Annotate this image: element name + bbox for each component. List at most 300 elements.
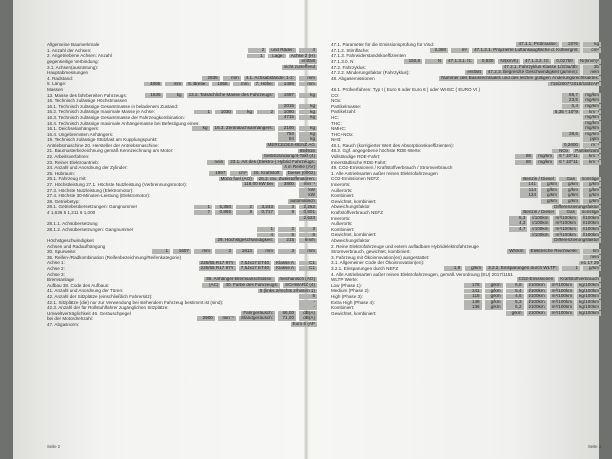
field-value: mg/km [583, 104, 601, 109]
field-value: km⁻¹ [583, 110, 601, 115]
field-value: Kraftstoffverbrauch [560, 276, 599, 282]
field-values [521, 177, 601, 182]
field-value: 654916 [299, 148, 315, 153]
field-value: g/km [541, 193, 559, 198]
field-value: sonstige [581, 176, 599, 181]
field-value: l/100km [532, 215, 549, 220]
field-values [215, 238, 317, 243]
field-value: Differenzierungsfaktor [554, 237, 599, 243]
field-value: 5 [299, 294, 317, 299]
field-values [583, 115, 601, 120]
field-value: kg/100km [579, 282, 599, 287]
field-value: 23,5 [562, 98, 580, 103]
field-value: nicht zutreffend [283, 64, 315, 69]
form-row [331, 126, 601, 132]
field-value: Mono fuel (AO) [220, 176, 252, 181]
form-row [331, 249, 601, 255]
field-value: 1,8 [444, 266, 462, 271]
field-label: Achse 3: [47, 271, 65, 277]
field-label: 1. Anzahl der Achsen: [47, 47, 92, 53]
field-value: 5,350 [215, 205, 233, 210]
field-value: mm [223, 76, 241, 81]
field-label: Massen [47, 86, 64, 92]
form-row [331, 48, 601, 54]
field-value: 1499 [278, 82, 296, 87]
field-value: 178 [464, 283, 482, 288]
field-value: 3,243 [257, 205, 275, 210]
field-label: 47.2. Fahrzyklus: [331, 64, 366, 70]
field-value: mg/km [583, 121, 601, 126]
field-values [202, 283, 317, 288]
field-label: 47.1.3.0. N [331, 58, 354, 64]
field-label: 2. Angetriebene Achsen: Anzahl [47, 53, 112, 59]
field-value: Lage: [268, 54, 286, 59]
field-values [552, 149, 601, 154]
field-values [278, 137, 317, 142]
form-row [47, 311, 317, 317]
field-value: 1613 [236, 249, 254, 254]
field-value: kg [166, 93, 184, 98]
field-values [152, 249, 317, 254]
field-value: 2 [248, 48, 266, 53]
field-value: nein [207, 160, 225, 165]
field-values [299, 59, 317, 64]
field-value: 47.2.3. Begrenzte Geschwindigkeit (ja/nein): [487, 69, 578, 75]
field-value: 4,5 [506, 294, 524, 299]
field-label: Low (Phase 1): [331, 282, 362, 288]
field-values [562, 143, 601, 148]
field-value: m³/100km [551, 299, 573, 304]
field-value: l/100km [528, 299, 545, 304]
form-row [47, 227, 317, 233]
document-sheet [13, 0, 599, 459]
field-values [521, 210, 601, 215]
field-value: Nummer des Basisrechtsakts und des letzten gültigen Änderungsrechtsaktes: [441, 75, 599, 80]
field-values [209, 171, 317, 176]
field-value: kg [299, 110, 317, 115]
field-value: 4,3 [509, 221, 527, 226]
field-value: km⁻¹ [583, 160, 601, 165]
field-label: 42.3. Anzahl der für Rollstuhlfahrer zugänglichen Sitzplätze: [47, 305, 169, 311]
field-values [541, 199, 601, 204]
field-value: 2,380 [430, 48, 448, 53]
field-value: nein [583, 70, 601, 75]
field-value: 141 [520, 182, 538, 187]
field-value: m³/100km [551, 282, 573, 287]
field-value: kW [299, 193, 317, 198]
field-value: 40. Farbe des Fahrzeugs: [225, 282, 279, 287]
field-value: kg/100km [579, 310, 599, 315]
field-value: l/100km [528, 288, 545, 293]
field-label: 16.4. Ungebremsten Anhängers: [47, 131, 114, 137]
field-label: 47.1.2. Stirnfläche: [331, 47, 370, 53]
field-value: 26.2. Inv. Zweistoffmotoren: [258, 176, 315, 181]
field-label: Außerorts: [331, 187, 353, 193]
field-value: 6 * 10^11 [559, 159, 578, 164]
field-label: Achse 2: [47, 265, 65, 271]
field-value: m⁻¹ [583, 143, 601, 148]
field-value: 750 [278, 132, 296, 137]
field-value: 4895 [144, 82, 162, 87]
field-values [278, 132, 317, 137]
field-values [194, 110, 317, 115]
field-value: mg/km [536, 160, 554, 165]
form-row [47, 126, 317, 132]
field-label: Achse 1: [47, 260, 65, 266]
field-value: 2 [215, 249, 233, 254]
field-value: und Räder: [271, 47, 294, 52]
field-value: m³/100km [555, 226, 576, 231]
field-value: kg [299, 132, 317, 137]
form-row [47, 221, 317, 227]
field-value: mm [233, 82, 251, 87]
field-label: 3.2.1. Einsparungen durch NEFZ [331, 265, 399, 271]
field-value: g/km [485, 305, 503, 310]
field-value: mg/km [583, 98, 601, 103]
field-label: 16.2. Technisch zulässige maximale Masse je Achse: [47, 109, 155, 115]
field-label: NOx: [331, 98, 342, 104]
field-values [219, 177, 317, 182]
field-value: 1 [247, 54, 265, 59]
field-label: Bremsanlage [47, 277, 75, 283]
form-row [47, 199, 317, 205]
field-value: l/100km [582, 221, 599, 226]
field-value: 2,252 [299, 205, 317, 210]
field-value: m³/100km [551, 310, 573, 315]
field-label: 4. Alle Antriebsarten außer reinen Elektrofahrzeugen, gemäß Verordnung (EU) 2017/1151 [331, 271, 513, 277]
field-values [520, 193, 601, 198]
field-value: 3 [299, 227, 317, 232]
field-value: C1 [299, 266, 317, 271]
field-label: 42.1. Sitzplätze (die) nur zur Verwendung bei stehendem Fahrzeug bestimmt ist (sind): [47, 299, 224, 305]
field-value: 4 [299, 48, 317, 53]
right-page [331, 42, 601, 449]
field-value: 4715 [278, 115, 296, 120]
field-value: l/100km [532, 221, 549, 226]
field-value: 2015 [278, 104, 296, 109]
field-values [464, 294, 601, 299]
field-value: 47.1.3.1. f1: [448, 58, 473, 64]
field-value: g/km [562, 182, 580, 187]
field-label: Vollständige RDE-Fahrt: [331, 154, 381, 160]
field-value: l/100km [532, 226, 549, 231]
field-label: Partikelzahl: [331, 109, 357, 115]
form-row [47, 159, 317, 165]
field-label: 1. Alle Antriebsarten außer reinen Elektrofahrzeugen [331, 170, 438, 176]
field-value: 0,601 [299, 210, 317, 215]
field-value: cm³ [230, 171, 248, 176]
field-values [404, 59, 601, 64]
field-label: CO: [331, 92, 340, 98]
field-label: 41. Anzahl und Anordnung der Türen: [47, 288, 124, 294]
field-value: Standgeräusch: [240, 316, 273, 321]
field-values [257, 233, 317, 238]
field-value: Gas [559, 177, 577, 182]
field-label: Stromverbrauch, gewichtet, kombiniert: [331, 249, 411, 255]
field-label: CO2-Emissionen NEFZ [331, 176, 379, 182]
field-values [199, 266, 317, 271]
form-row [47, 76, 317, 82]
field-value: 0,4 [562, 104, 580, 109]
field-value: 141 [464, 289, 482, 294]
field-value: l/100km [582, 226, 599, 231]
field-value: 4 in Reihe (AV) [284, 165, 315, 170]
form-row [47, 98, 317, 104]
field-value: 84 [278, 137, 296, 142]
field-label: 2. Reine Elektrofahrzeuge und extern aufladbare Hybridelektrofahrzeuge [331, 243, 479, 249]
field-value: l/100km [528, 293, 545, 299]
field-label: Extra High (Phase 4): [331, 299, 375, 305]
left-page-rows [47, 42, 317, 327]
field-value: g/km [583, 193, 601, 198]
field-value: Klasse A [276, 260, 294, 265]
field-value: min⁻¹ [299, 182, 317, 187]
field-label: 48. Abgasemissionen [331, 75, 375, 81]
field-values [266, 143, 317, 148]
field-label: 5. Länge: [47, 81, 67, 87]
field-values [515, 160, 601, 165]
form-row [47, 193, 317, 199]
field-value: 4,7 [509, 227, 527, 232]
field-value: mm [299, 82, 317, 87]
field-value: m³/100km [555, 215, 576, 220]
field-label: 30. Spurweite: [47, 249, 77, 255]
field-value: NOx [552, 149, 570, 154]
field-value: 7 [194, 210, 212, 215]
field-value: g/km [485, 294, 503, 299]
field-label: Achsen und Radaufhängung [47, 243, 106, 249]
field-label: 4. Radstand: [47, 75, 74, 81]
field-label: 16.1. Deichselanhängers: [47, 126, 100, 132]
form-row [47, 288, 317, 294]
field-value: 1090 [278, 110, 296, 115]
field-label: Innerorts: [331, 215, 351, 221]
field-value: - [299, 300, 317, 305]
field-values [278, 115, 317, 120]
field-value: Elektrische Reichweite: [530, 248, 578, 254]
right-page-footer: Seite 3 [587, 443, 601, 449]
form-row [47, 176, 317, 182]
field-values [145, 93, 317, 98]
field-value: 136 [464, 305, 482, 310]
field-values [444, 266, 601, 271]
field-values [299, 294, 317, 299]
field-value: 5,2 [506, 305, 524, 310]
field-value: 6. Breite: [188, 81, 207, 86]
field-values [248, 48, 317, 53]
field-value: 0,02750 [556, 58, 573, 64]
field-value: 47.1.3.2. f2: [524, 58, 550, 64]
left-page-footer: Seite 2 [47, 443, 61, 449]
field-label: High (Phase 3): [331, 293, 363, 299]
field-values [258, 289, 317, 294]
field-values [299, 300, 317, 305]
field-value: 5 (links 2/rechts 2/hinten 1) [259, 288, 315, 293]
field-value: 3800 [278, 182, 296, 187]
field-value: m³/100km [551, 304, 573, 310]
form-row [47, 143, 317, 149]
field-value: 26. Kraftstoff: [253, 170, 281, 176]
field-values [194, 210, 317, 215]
field-value: 4 [257, 233, 275, 238]
field-value: g/km [583, 182, 601, 187]
form-row [47, 294, 317, 300]
field-values [552, 205, 601, 210]
field-label: Kombiniert: [331, 193, 355, 199]
field-label: Hauptabmessungen [47, 70, 89, 76]
field-value: Achse 2 (H) [290, 53, 315, 58]
field-value: 1 [257, 227, 275, 232]
field-values [562, 93, 601, 98]
field-value: 114 [520, 188, 538, 193]
field-value: mm [299, 249, 317, 254]
field-values [299, 216, 317, 221]
field-label: 28.1.2. Achsübersetzungen: Gangnummer [47, 226, 134, 232]
form-row [331, 87, 601, 93]
field-value: 1976 [562, 42, 580, 47]
form-row [331, 187, 601, 193]
field-value: 3b [583, 65, 601, 70]
field-label: Aufbau 38. Code des Aufbaus: [47, 282, 110, 288]
field-label: 47.1.3. Fahrwiderstandskoeffizienten [331, 53, 406, 59]
form-row [331, 137, 601, 143]
field-value: entfällt [299, 59, 317, 64]
field-label: Gewichtet, kombiniert: [331, 198, 377, 204]
field-value: mm [299, 76, 317, 81]
field-value: kg [236, 110, 254, 115]
field-label: 23. Reiner Elektroantrieb: [47, 159, 100, 165]
field-value: Diesel (0002) [287, 170, 315, 176]
form-row [331, 193, 601, 199]
field-value: m³/100km [555, 221, 576, 226]
field-value: l/100km [532, 232, 549, 237]
form-row [331, 165, 601, 171]
field-value: 1697 [278, 93, 296, 98]
field-label: 3.1. Achsen(ausrüstung): [47, 64, 99, 70]
field-value: Partikelzahl [575, 148, 599, 153]
field-value: l/100km [582, 215, 599, 220]
field-values [299, 193, 317, 198]
form-row [331, 120, 601, 126]
field-label: 27.4. Höchste 30-Minuten-Leistung (Elektromotor): [47, 193, 151, 199]
field-label: 21. Baumusterbezeichnung gemäß Kennzeichnung am Motor: [47, 148, 174, 154]
field-value: g/km [541, 182, 559, 187]
field-label: 48.1. Rauch (korrigierter Wert des Absorptionskoeffizienten): [331, 142, 454, 148]
field-values [502, 65, 601, 70]
field-values [562, 132, 601, 137]
field-value: l/100km [528, 310, 545, 315]
field-values [288, 199, 317, 204]
field-value: 3.2.2. Einsparungen durch WLTP: [488, 265, 557, 271]
field-value: 5,3 [509, 216, 527, 221]
field-value: 47.2.1. Fahrzyklus Klasse 1/2/3a/3b: [503, 64, 578, 69]
field-value: g/km [485, 300, 503, 305]
field-value: 66,00 [278, 311, 296, 316]
field-value: 1855 [212, 82, 230, 87]
field-label: Abweichungsfaktor [331, 204, 370, 210]
field-value: 36. Anhänger-Bremsanschlüsse: [206, 276, 273, 282]
field-values [464, 283, 601, 288]
field-values [464, 305, 601, 310]
field-value: 3 [278, 249, 296, 254]
field-values [509, 227, 601, 232]
form-row [47, 271, 317, 277]
field-values [562, 98, 601, 103]
field-values [583, 137, 601, 142]
field-value: m³/100km [555, 232, 576, 237]
field-values [197, 316, 317, 321]
field-values [430, 48, 601, 53]
form-row [47, 238, 317, 244]
form-row [47, 59, 317, 65]
field-value: 715/2007*2018/1832AP [550, 81, 599, 86]
field-value: kW [299, 188, 317, 193]
field-value: 1 [194, 110, 212, 115]
field-value: Wh/km [509, 248, 524, 254]
field-value: kg [583, 42, 601, 47]
field-values [553, 110, 601, 115]
field-values [282, 165, 317, 170]
field-value: 5 [278, 233, 296, 238]
field-label: Abweichungsfaktor [331, 237, 370, 243]
field-value: 5,35 * 10^9 [554, 109, 578, 114]
field-label: 27. Höchstleistung 27.1. Höchste Nutzleistung (Verbrennungsmotor): [47, 182, 187, 188]
field-value: 1997 [209, 171, 227, 176]
field-value: 1635 [145, 93, 163, 98]
field-values [464, 289, 601, 294]
field-value: g/km [506, 311, 524, 316]
field-label: Gewichtet, kombiniert: [331, 310, 377, 316]
field-value: g/km [541, 199, 559, 204]
field-values [562, 104, 601, 109]
field-value: m² [451, 48, 469, 53]
field-value: km [583, 249, 601, 254]
field-label: bei der Motordrehzahl: [47, 316, 93, 322]
form-row [47, 210, 317, 216]
field-label: 3. Fahrzeug mit Ökoinnovation(en) ausgestattet: [331, 254, 430, 260]
field-label: 47.2.2. Minderungsfaktor (Fahrzyklus): [331, 70, 410, 76]
field-values [299, 188, 317, 193]
field-value: 215 [278, 238, 296, 243]
field-value: (AC) [202, 283, 220, 288]
form-row [331, 260, 601, 266]
field-value: 2 [278, 227, 296, 232]
field-value: 225/55 R17 97Y [200, 260, 234, 265]
form-row [47, 204, 317, 210]
field-value: 2900 [197, 316, 215, 321]
field-value: 13.2. Tatsächliche Masse des Fahrzeugs: [188, 92, 273, 97]
field-values [516, 42, 601, 47]
field-value: cm² [583, 48, 601, 53]
field-label: Kombiniert: [331, 305, 355, 311]
form-row [331, 159, 601, 165]
field-values [202, 76, 317, 81]
field-value: entfällt [465, 70, 483, 75]
form-row [331, 182, 601, 188]
field-value: 28,6 [562, 132, 580, 137]
field-value: Klasse A [276, 265, 294, 271]
field-value: sonstige [581, 209, 599, 215]
field-label: 49. CO2-Emissionen / Kraftstoffverbrauch / Stromverbrauch [331, 165, 453, 171]
field-value: kg/100km [579, 293, 599, 299]
field-value: ppm [583, 137, 601, 142]
field-label: 22. Arbeitsverfahren: [47, 154, 90, 160]
field-label: 16.3. Technisch zulässige Gesamtmasse der Fahrzeugkombination: [47, 114, 185, 120]
field-values [515, 154, 601, 159]
field-value: 7,5Jx17 ET40 [240, 265, 270, 271]
field-value: kg/100km [579, 299, 599, 304]
field-values [192, 126, 317, 131]
